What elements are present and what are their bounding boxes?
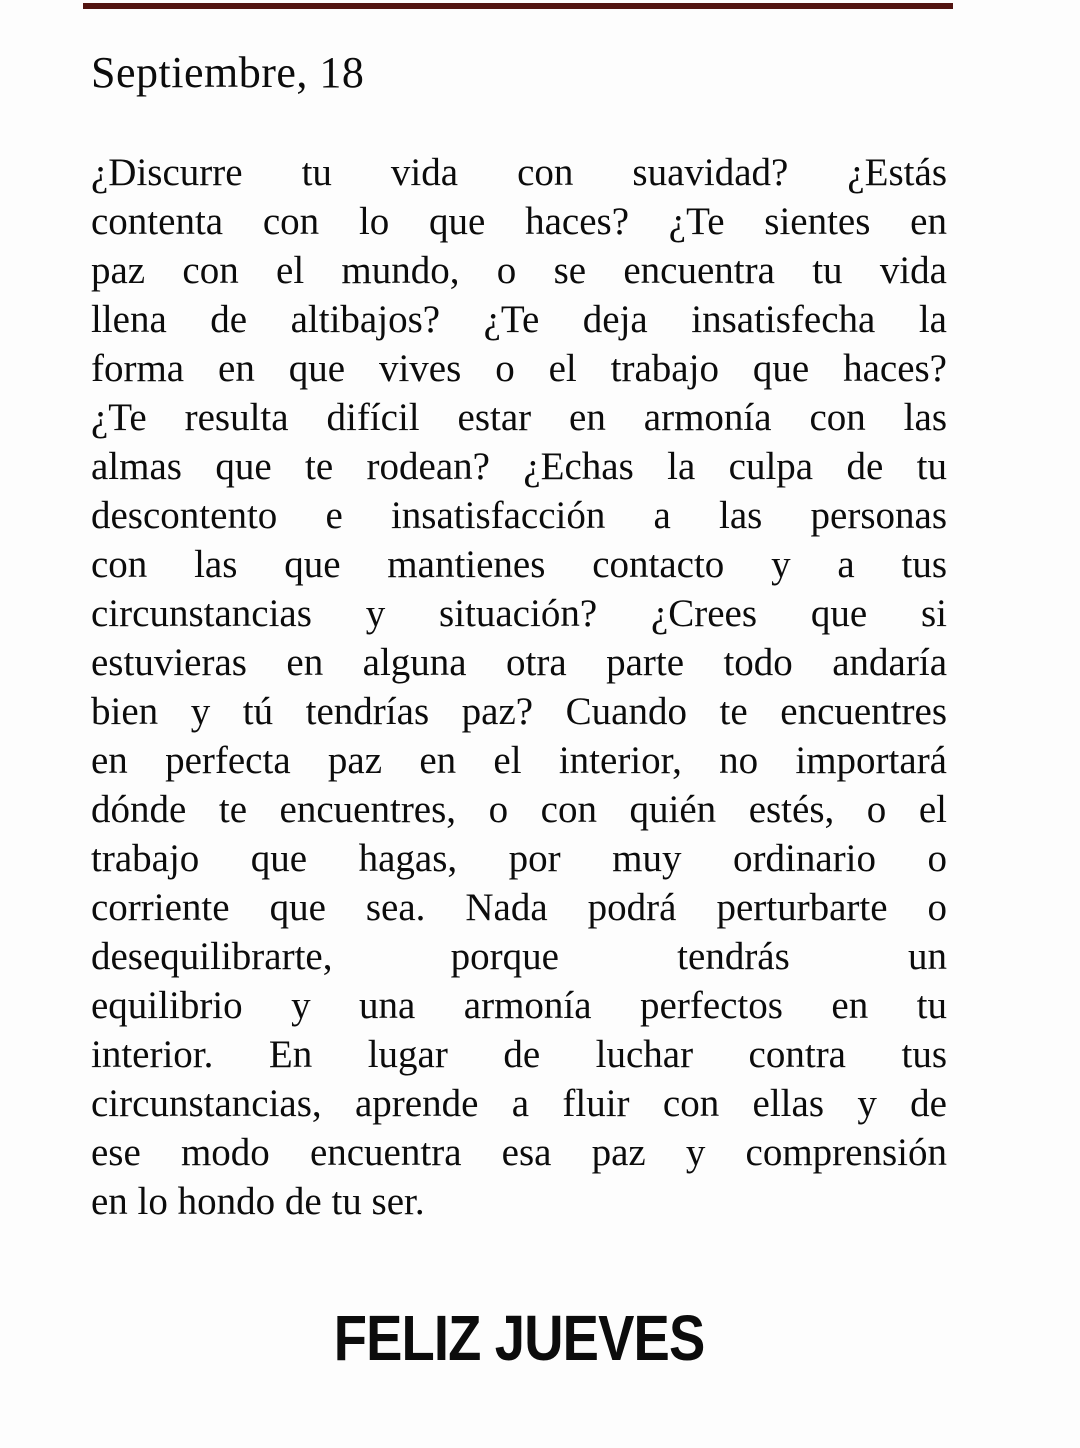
body-line: trabajo que hagas, por muy ordinario o — [91, 837, 947, 880]
body-line: contenta con lo que haces? ¿Te sientes en — [91, 200, 947, 243]
body-line: en lo hondo de tu ser. — [91, 1180, 425, 1223]
body-line: ¿Discurre tu vida con suavidad? ¿Estás — [91, 151, 947, 194]
body-line: desequilibrarte, porque tendrás un — [91, 935, 947, 978]
body-line: corriente que sea. Nada podrá perturbarte o — [91, 886, 947, 929]
body-line: descontento e insatisfacción a las personas — [91, 494, 947, 537]
body-line: en perfecta paz en el interior, no importará — [91, 739, 947, 782]
body-line: equilibrio y una armonía perfectos en tu — [91, 984, 947, 1027]
body-line: forma en que vives o el trabajo que haces? — [91, 347, 947, 390]
body-line: ese modo encuentra esa paz y comprensión — [91, 1131, 947, 1174]
body-line: con las que mantienes contacto y a tus — [91, 543, 947, 586]
body-line: interior. En lugar de luchar contra tus — [91, 1033, 947, 1076]
body-line: ¿Te resulta difícil estar en armonía con las — [91, 396, 947, 439]
body-text — [91, 148, 947, 1226]
footer-banner — [91, 1303, 947, 1373]
body-line: llena de altibajos? ¿Te deja insatisfecha la — [91, 298, 947, 341]
body-line: estuvieras en alguna otra parte todo andaría — [91, 641, 947, 684]
body-line: dónde te encuentres, o con quién estés, o el — [91, 788, 947, 831]
body-line: circunstancias y situación? ¿Crees que si — [91, 592, 947, 635]
footer-banner-label: FELIZ JUEVES — [333, 1302, 705, 1374]
body-line: paz con el mundo, o se encuentra tu vida — [91, 249, 947, 292]
body-line: circunstancias, aprende a fluir con ellas y de — [91, 1082, 947, 1125]
top-rule — [83, 3, 953, 9]
body-line: almas que te rodean? ¿Echas la culpa de tu — [91, 445, 947, 488]
body-line: bien y tú tendrías paz? Cuando te encuentres — [91, 690, 947, 733]
date-heading: Septiembre, 18 — [91, 48, 365, 97]
